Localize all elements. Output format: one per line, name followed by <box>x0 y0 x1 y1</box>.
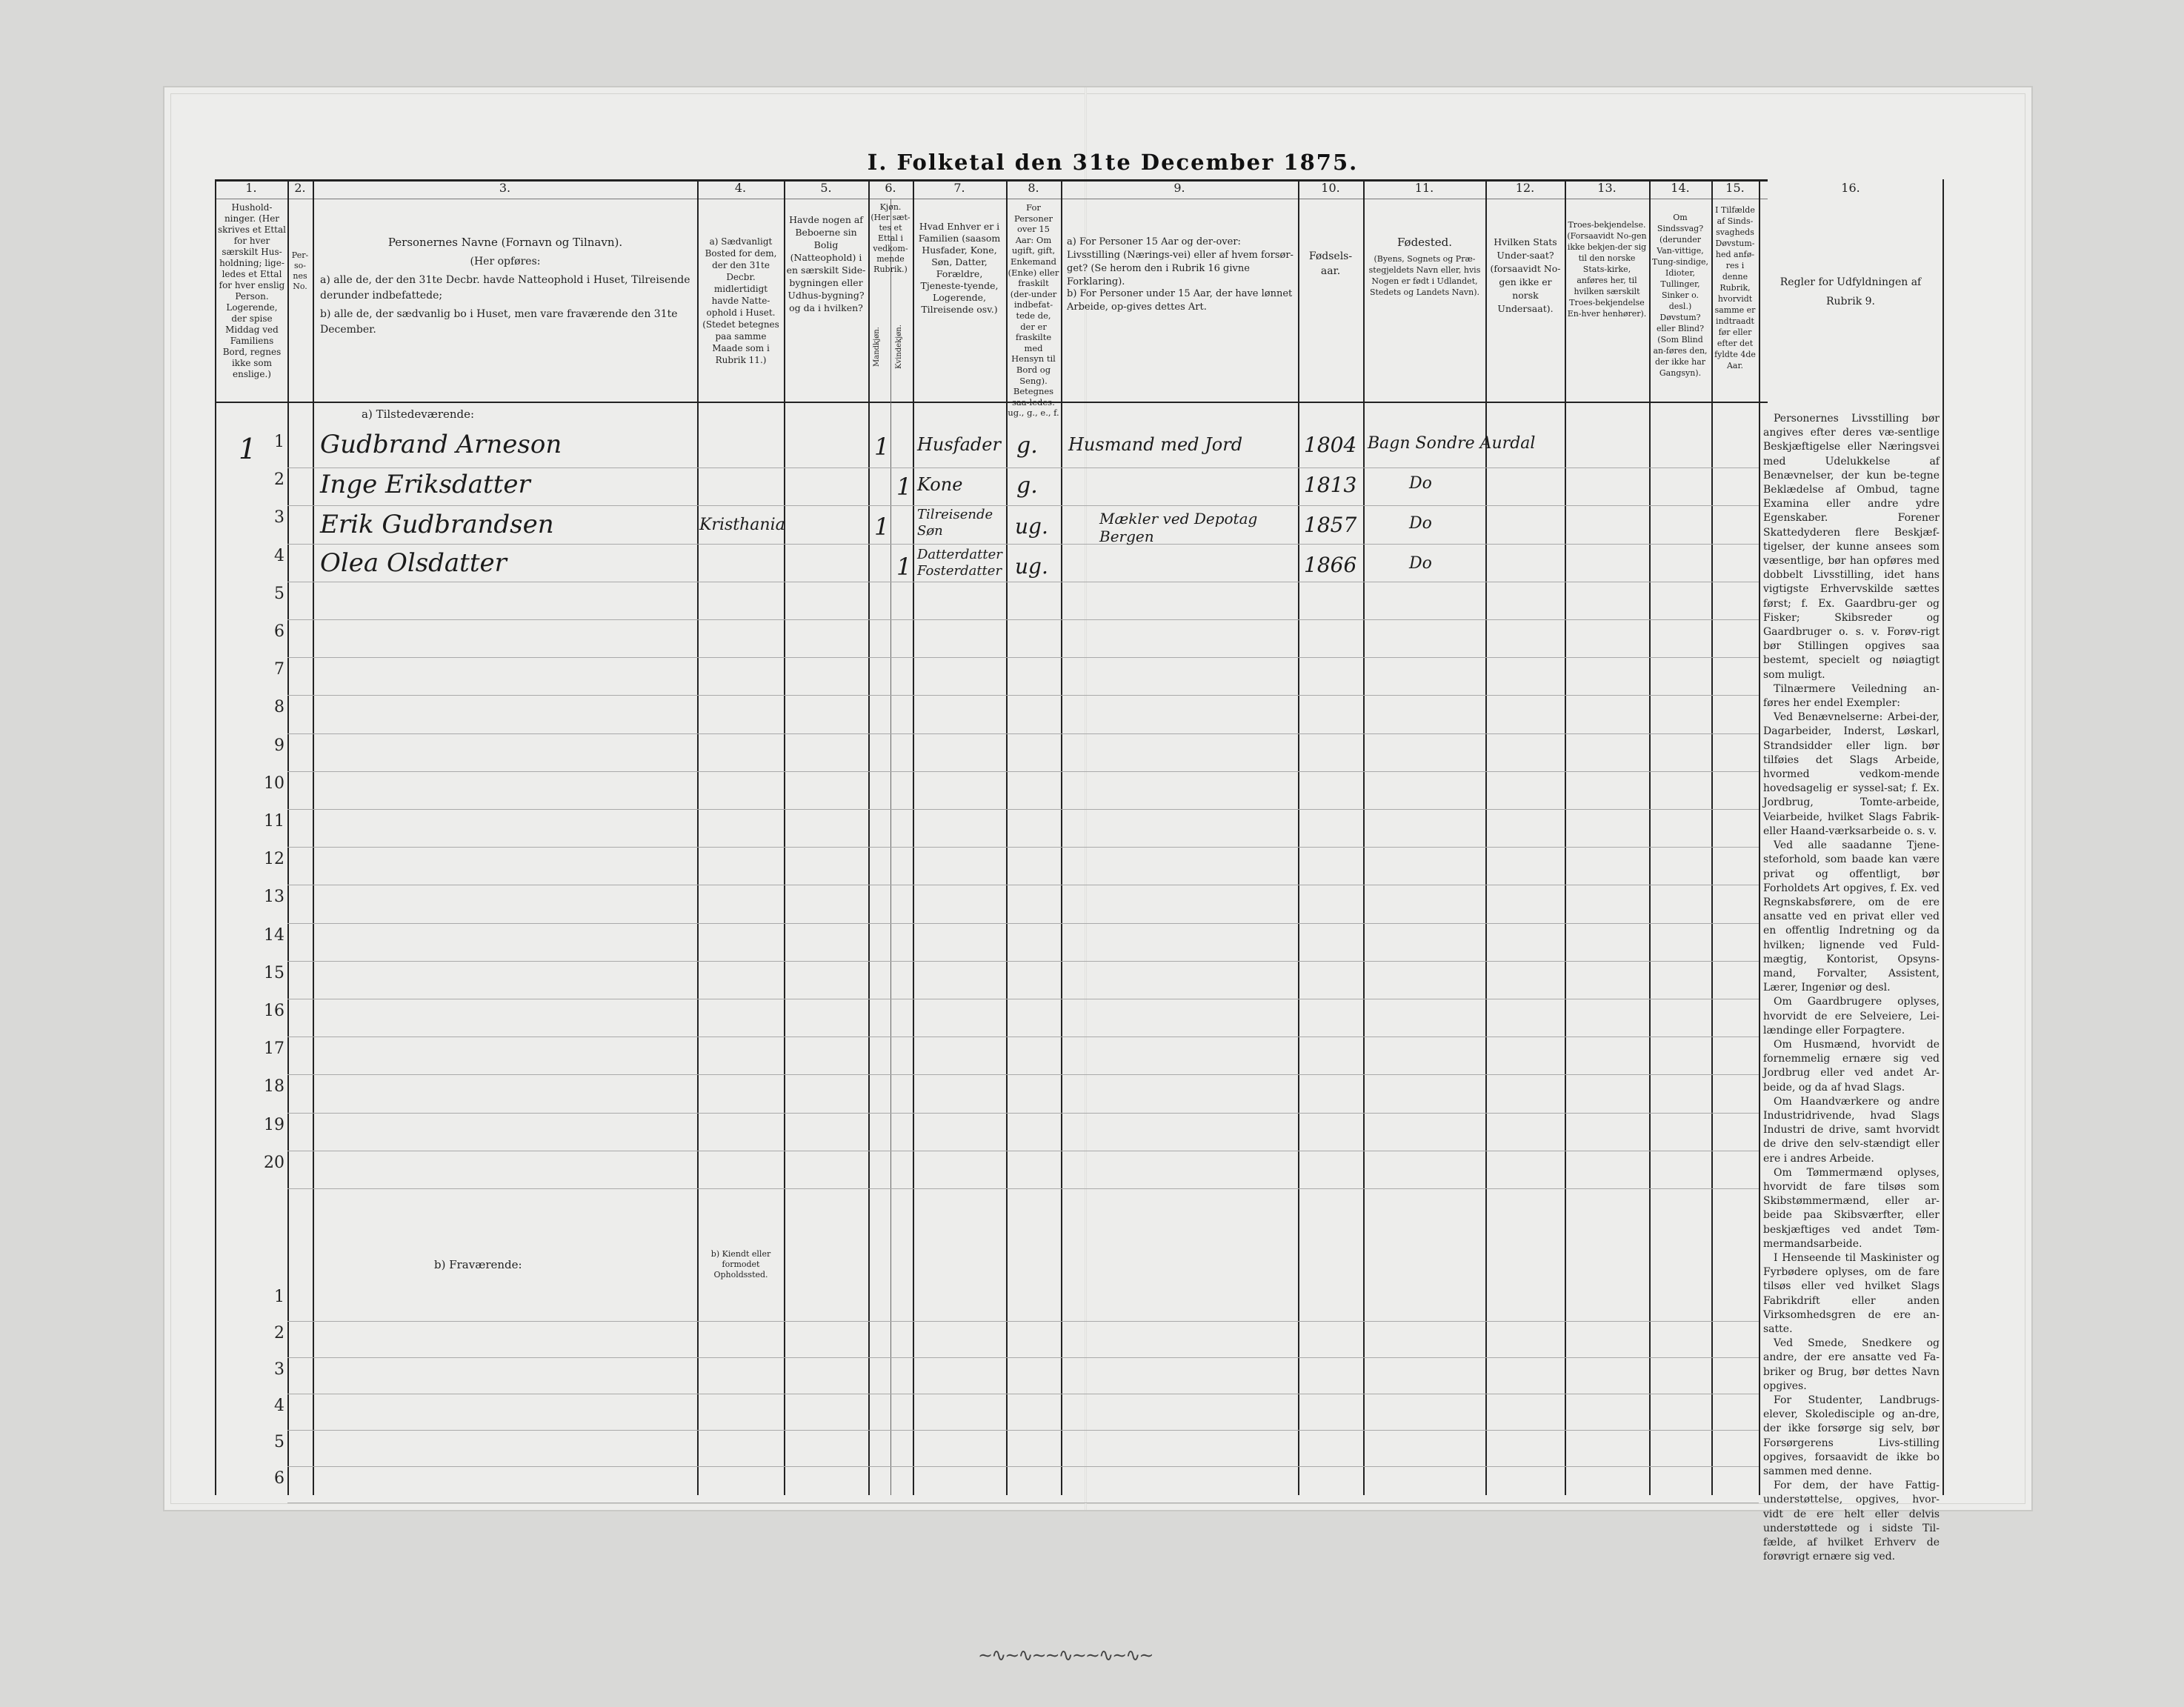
entry-bosted: Kristhania <box>699 516 785 534</box>
rule-paragraph: Om Haandværkere og andre Industridrivende, hvad Slags Industri de drive, samt hvorvidt de drive den selv-stændigt eller ere i andres Arbeide. <box>1763 1095 1940 1165</box>
col-number-7: 7. <box>953 181 965 195</box>
col-rule-12 <box>1565 179 1566 1495</box>
rule-paragraph: Ved Smede, Snedkere og andre, der ere ansatte ved Fa-briker og Brug, bør dettes Navn opgives. <box>1763 1337 1940 1392</box>
rule-paragraph: Tilnærmere Veiledning an-føres her endel Exempler: <box>1763 682 1940 710</box>
col-number-1: 1. <box>245 181 257 195</box>
row-rule <box>287 467 1759 468</box>
row-number: 2 <box>274 1324 284 1342</box>
page-title: I. Folketal den 31te December 1875. <box>867 150 1359 175</box>
entry-birthplace: Bagn Sondre Aurdal <box>1368 434 1536 453</box>
row-number: 2 <box>274 470 284 490</box>
row-number: 11 <box>264 812 284 831</box>
row-number: 15 <box>264 963 284 982</box>
row-number: 8 <box>274 698 284 717</box>
col-number-2: 2. <box>294 181 306 195</box>
rubrik9-rules <box>1763 412 1940 1564</box>
row-number: 6 <box>274 1469 284 1488</box>
entry-civil: ug. <box>1015 554 1048 579</box>
row-rule <box>287 1321 1759 1322</box>
col-number-12: 12. <box>1515 181 1535 195</box>
entry-civil: g. <box>1016 473 1038 499</box>
rule-paragraph: Ved Benævnelserne: Arbei-der, Dagarbeider, Inderst, Løskarl, Strandsidder eller lign. bør tilføies det Slags Arbeide, hvormed vedkom-mende hovedsagelig er syssel-sat; f. Ex. Jordbrug, Tomte-arbeide, Veiarbeide, hvilket Slags Fabrik- eller Haand-værksarbeide o. s. v. <box>1763 711 1940 837</box>
col-rule-14 <box>1711 179 1713 1495</box>
entry-name: Olea Olsdatter <box>320 548 507 578</box>
col-rule-5 <box>868 179 870 1495</box>
header-col4: a) Sædvanligt Bosted for dem, der den 31te Decbr. midlertidigt havde Natte-ophold i Huset. (Stedet betegnes paa samme Maade som i Rubrik 11.) <box>702 236 779 365</box>
row-number: 3 <box>274 508 284 528</box>
col-rule-15 <box>1759 179 1760 1495</box>
col-number-4: 4. <box>734 181 747 195</box>
header-col16: Regler for Udfyldningen af Rubrik 9. <box>1780 276 1922 307</box>
header-col10: Fødsels-aar. <box>1308 250 1353 277</box>
entry-occupation: Husmand med Jord <box>1068 434 1243 455</box>
col-number-11: 11. <box>1414 181 1434 195</box>
entry-birth-year: 1813 <box>1304 473 1357 497</box>
rule-paragraph: For Studenter, Landbrugs-elever, Skoledisciple og an-dre, der ikke forsørge sig selv, bør Forsørgerens Livs-stilling opgives, forsaavidt de ikke bo sammen med denne. <box>1763 1394 1940 1478</box>
col-rule-0 <box>215 179 216 1495</box>
entry-male: 1 <box>874 513 890 541</box>
row-rule <box>287 809 1759 810</box>
absent-col4-label: b) Kiendt eller formodet Opholdssted. <box>710 1249 771 1280</box>
col-number-14: 14. <box>1671 181 1690 195</box>
row-rule <box>287 1430 1759 1431</box>
section-absent-label: b) Fraværende: <box>434 1258 522 1271</box>
row-rule <box>287 923 1759 924</box>
row-rule <box>287 695 1759 696</box>
row-rule <box>287 619 1759 620</box>
entry-family-role: Kone <box>917 474 963 495</box>
row-number: 20 <box>264 1153 284 1172</box>
entry-civil: ug. <box>1015 514 1048 539</box>
rule-paragraph: Personernes Livsstilling bør angives efter deres væ-sentlige Beskjæftigelse eller Næringsvei med Udelukkelse af Benævnelser, der kun be-tegne Beklædelse af Ombud, tagne Examina eller andre ydre Egenskaber. Forener Skattedyderen flere Beskjæf-tigelser, der kunne ansees som væsentlige, bør han opføres med dobbelt Livsstilling, idet hans vigtigste Erhvervskilde sættes først; f. Ex. Gaardbru-ger og Fisker; Skibsreder og Gaardbruger o. s. v. Forøv-rigt bør Stillingen opgives saa bestemt, specielt og nøiagtigt som muligt. <box>1763 413 1940 681</box>
entry-birth-year: 1866 <box>1304 553 1357 577</box>
header-col9-b: b) For Personer under 15 Aar, der have lønnet Arbeide, op-gives dettes Art. <box>1067 288 1293 313</box>
header-col12: Hvilken Stats Under-saat? (forsaavidt No-gen ikke er norsk Undersaat). <box>1490 236 1561 314</box>
col-number-10: 10. <box>1321 181 1340 195</box>
row-rule <box>287 1074 1759 1075</box>
entry-family-role: Husfader <box>917 434 1001 455</box>
entry-name: Erik Gudbrandsen <box>320 510 554 539</box>
header-col6: Kjøn. (Her sæt-tes et Ettal i vedkom-mende Rubrik.) <box>870 202 910 274</box>
rule-paragraph: Ved alle saadanne Tjene-steforhold, som baade kan være privat og offentligt, bør Forholdets Art opgives, f. Ex. ved Regnskabsførere, om de ere ansatte ved en privat eller ved en offentlig Indretning og da hvilken; lignende ved Fuld-mægtig, Kontorist, Opsyns-mand, Forvalter, Assistent, Lærer, Ingeniør og desl. <box>1763 839 1940 994</box>
header-col2: Per-so-nes No. <box>291 250 309 291</box>
header-col3-sub: (Her opføres: <box>470 256 541 267</box>
row-number: 1 <box>274 433 284 451</box>
header-col11-title: Fødested. <box>1396 236 1453 249</box>
col-rule-9 <box>1298 179 1299 1495</box>
col-number-5: 5. <box>820 181 832 195</box>
entry-birthplace: Do <box>1409 554 1432 573</box>
header-col6-male: Mandkjøn. <box>873 327 881 367</box>
row-number: 17 <box>264 1039 284 1059</box>
row-number: 13 <box>264 888 284 907</box>
col-number-3: 3. <box>499 181 511 195</box>
row-number: 5 <box>274 1433 284 1451</box>
row-rule <box>287 961 1759 962</box>
household-number: 1 <box>239 433 257 465</box>
header-col13: Troes-bekjendelse. (Forsaavidt No-gen ikke bekjen-der sig til den norske Stats-kirke, anføres her, til hvilken særskilt Troes-bekjendelse En-hver henhører). <box>1567 220 1647 319</box>
header-col3-title: Personernes Navne (Fornavn og Tilnavn). <box>387 236 623 249</box>
entry-female: 1 <box>896 553 912 581</box>
row-number: 14 <box>264 925 284 945</box>
row-rule <box>287 544 1759 545</box>
entry-male: 1 <box>874 433 890 461</box>
header-col11-sub: (Byens, Sognets og Præ-stegjeldets Navn eller, hvis Nogen er født i Udlandet, Stedets og Landets Navn). <box>1368 254 1481 297</box>
row-number: 6 <box>274 622 284 641</box>
row-number: 1 <box>274 1288 284 1306</box>
row-rule <box>287 505 1759 506</box>
col-rule-16 <box>1942 179 1944 1495</box>
col-rule-1 <box>287 179 289 1495</box>
header-col3-b: b) alle de, der sædvanlig bo i Huset, men vare fraværende den 31te December. <box>320 308 678 336</box>
section-present-label: a) Tilstedeværende: <box>362 407 475 421</box>
rule-paragraph: Om Tømmermænd oplyses, hvorvidt de fare tilsøs som Skibstømmermænd, eller ar-beide paa Skibsværfter, eller beskjæftiges ved andet Tøm-mermandsarbeide. <box>1763 1166 1940 1250</box>
row-rule <box>287 847 1759 848</box>
row-number: 4 <box>274 546 284 565</box>
col-rule-11 <box>1485 179 1487 1495</box>
col-number-13: 13. <box>1597 181 1617 195</box>
header-col1: Hushold-ninger. (Her skrives et Ettal for hver særskilt Hus-holdning; lige-ledes et Ettal for hver enslig Person. Logerende, der spise Middag ved Familiens Bord, regnes ikke som enslige.) <box>218 202 286 379</box>
header-col9-a: a) For Personer 15 Aar og der-over: Livsstilling (Nærings-vei) eller af hvem forsør-get? (Se herom den i Rubrik 16 givne Forklaring). <box>1067 236 1294 287</box>
row-number: 9 <box>274 736 284 755</box>
rule-paragraph: Om Husmænd, hvorvidt de fornemmelig ernære sig ved Jordbrug eller ved andet Ar-beide, og da af hvad Slags. <box>1763 1038 1940 1094</box>
header-bottom-rule <box>215 402 1768 403</box>
entry-birth-year: 1857 <box>1304 513 1357 537</box>
row-number: 19 <box>264 1115 284 1134</box>
entry-family-role: Datterdatter Fosterdatter <box>917 547 1002 579</box>
col-number-15: 15. <box>1725 181 1745 195</box>
header-col6-female: Kvindekjøn. <box>895 325 903 369</box>
row-rule <box>287 1113 1759 1114</box>
row-number: 12 <box>264 850 284 869</box>
header-col8: For Personer over 15 Aar: Om ugift, gift, Enkemand (Enke) eller fraskilt (der-under indbefat-tede de, der er fraskilte med Hensyn til Bord og Seng). Betegnes saa-ledes: ug., g., e., f. <box>1008 202 1059 419</box>
col-number-9: 9. <box>1173 181 1185 195</box>
bottom-scribble: ∼∿∼∿∼∼∿∼∼∿∼∿∼ <box>978 1645 1153 1666</box>
entry-family-role: Tilreisende Søn <box>917 507 993 539</box>
entry-occupation: Mækler ved Depotag Bergen <box>1099 510 1258 545</box>
entry-birth-year: 1804 <box>1304 433 1357 457</box>
row-number: 3 <box>274 1360 284 1379</box>
row-number: 10 <box>264 773 284 793</box>
row-number: 4 <box>274 1397 284 1415</box>
row-number: 5 <box>274 584 284 603</box>
entry-name: Gudbrand Arneson <box>320 430 562 459</box>
row-rule <box>287 1466 1759 1467</box>
entry-birthplace: Do <box>1409 474 1432 493</box>
row-number: 18 <box>264 1077 284 1097</box>
row-number: 7 <box>274 660 284 679</box>
col-rule-8 <box>1061 179 1062 1495</box>
col-rule-4 <box>784 179 785 1495</box>
row-rule <box>287 657 1759 658</box>
entry-female: 1 <box>896 473 912 501</box>
col-rule-10 <box>1363 179 1365 1495</box>
col-rule-3 <box>697 179 699 1495</box>
row-rule <box>287 1357 1759 1358</box>
row-rule <box>287 771 1759 772</box>
entry-civil: g. <box>1016 433 1038 459</box>
row-rule <box>287 1036 1759 1037</box>
header-col14: Om Sindssvag? (derunder Van-vittige, Tung-sindige, Idioter, Tullinger, Sinker o. desl.) Døvstum? eller Blind? (Som Blind an-føres den, der ikke har Gangsyn). <box>1651 213 1709 378</box>
entry-birthplace: Do <box>1409 514 1432 533</box>
row-rule <box>287 1188 1759 1189</box>
col-rule-2 <box>313 179 314 1495</box>
census-sheet <box>164 87 2031 1563</box>
col-number-8: 8. <box>1028 181 1039 195</box>
col-rule-6 <box>913 179 914 1495</box>
entry-name: Inge Eriksdatter <box>320 470 530 499</box>
rule-paragraph: I Henseende til Maskinister og Fyrbødere oplyses, om de fare tilsøs eller ved hvilket Slags Fabrikdrift eller anden Virksomhedsgren de ere an-satte. <box>1763 1251 1940 1335</box>
row-rule <box>287 733 1759 734</box>
rule-paragraph: Om Gaardbrugere oplyses, hvorvidt de ere Selveiere, Lei-lændinge eller Forpagtere. <box>1763 996 1940 1036</box>
row-number: 16 <box>264 1002 284 1020</box>
header-col15: I Tilfælde af Sinds-svagheds Døvstum-hed anfø-res i denne Rubrik, hvorvidt samme er indtraadt før eller efter det fyldte 4de Aar. <box>1714 205 1756 370</box>
col-number-16: 16. <box>1841 181 1860 195</box>
header-col5: Havde nogen af Beboerne sin Bolig (Natteophold) i en særskilt Side-bygningen eller Udhus-bygning? og da i hvilken? <box>786 214 866 313</box>
col-number-6: 6. <box>885 181 896 195</box>
header-col3-a: a) alle de, der den 31te Decbr. havde Natteophold i Huset, Tilreisende derunder indbefattede; <box>320 274 690 302</box>
rule-paragraph: For dem, der have Fattig-understøttelse, opgives, hvor-vidt de ere helt eller delvis understøttede og i sidste Til-fælde, af hvilket Erhverv de forøvrigt ernære sig ved. <box>1763 1480 1940 1563</box>
header-col7: Hvad Enhver er i Familien (saasom Husfader, Kone, Søn, Datter, Forældre, Tjeneste-tyende, Logerende, Tilreisende osv.) <box>918 221 1001 315</box>
